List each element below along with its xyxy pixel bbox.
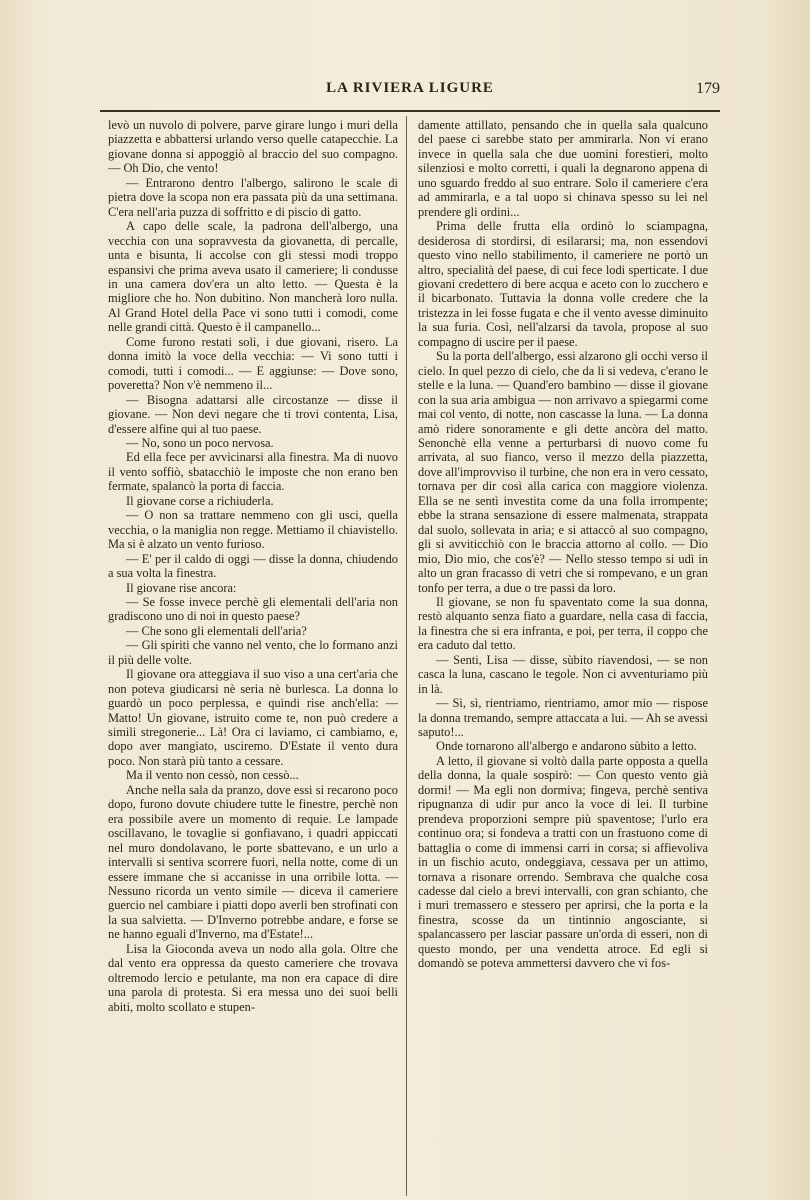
- paragraph: — O non sa trattare nemmeno con gli usci, quella vecchia, o la maniglia non regge. Mettiamo il chiavistello. Ma si è alzato un vento furioso.: [108, 508, 398, 552]
- page-header: [100, 74, 720, 108]
- paragraph: Il giovane rise ancora:: [126, 580, 237, 595]
- paragraph: — Che sono gli elementali dell'aria?: [126, 623, 307, 638]
- paragraph: Onde tornarono all'albergo e andarono sùbito a letto.: [436, 739, 697, 754]
- paragraph: Lisa la Gioconda aveva un nodo alla gola. Oltre che dal vento era oppressa da questo cameriere che trovava oltremodo lercio e petulante, ma non era capace di dire una parola di protesta. Si era messa uno dei suoi belli abiti, molto scollato e stupen-: [108, 941, 398, 1014]
- column-divider: [406, 116, 407, 1196]
- paragraph: — No, sono un poco nervosa.: [126, 435, 274, 450]
- paragraph: Anche nella sala da pranzo, dove essi si recarono poco dopo, furono dovute chiudere tutte le finestre, perchè non era possibile avere un momento di requie. Le lampade oscillavano, le tovaglie si gonfiavano, i quadri appiccati nel muro dondolavano, le porte sbattevano, e un urlo a intervalli si sentiva scorrere fuori, nella notte, come di un essere immane che si accanisse in una orribile lotta. — Nessuno ricorda un vento simile — diceva il cameriere guercio nel cambiare i piatti dopo averli ben strofinati con la sua salvietta. — D'Inverno potrebbe andare, e forse se ne hanno eguali d'Inverno, ma d'Estate!...: [108, 782, 398, 942]
- paragraph: — Senti, Lisa — disse, sùbito riavendosi, — se non casca la luna, cascano le tegole. Non ci avventuriamo più in là.: [418, 652, 708, 696]
- left-column: [108, 118, 398, 1014]
- paragraph: Come furono restati soli, i due giovani, risero. La donna imitò la voce della vecchia: — Vi sono tutti i comodi, tutti i comodi... — E aggiunse: — Dove sono, poveretta? Non v'è nemmeno il...: [108, 334, 398, 393]
- paragraph: A capo delle scale, la padrona dell'albergo, una vecchia con una sopravvesta da giovanetta, di percalle, unta e bisunta, li accolse con gli stessi modi troppo espansivi che prima aveva usato il cameriere; li condusse in una camera dov'era un alto letto. — Questa è la migliore che ho. Non dubitino. Non mancherà loro nulla. Al Grand Hotel della Pace vi sono tutti i comodi, come nelle grandi città. Questo è il campanello...: [108, 219, 398, 335]
- paragraph: Su la porta dell'albergo, essi alzarono gli occhi verso il cielo. In quel pezzo di cielo, che da lì si vedeva, c'erano le stelle e la luna. — Quand'ero bambino — disse il giovane con la sua aria ambigua — non arrivavo a spiegarmi come mai col vento, di notte, non cascasse la luna. — La donna amò ridere sonoramente e gli dette ancòra del matto. Senonchè ella venne a perturbarsi di nuovo come fu arrivata, al suo fianco, verso il mezzo della piazzetta, dove all'improvviso il turbine, che non era in vero cessato, tornava per dir così alla carica con maggiore violenza. Ella se ne sentì investita come da una folla irrompente; ebbe la strana sensazione di essere malmenata, strappata dal suolo, sollevata in aria; e si attaccò al suo compagno, gli si avviticchiò con le braccia attorno al collo. — Dio mio, Dio mio, che cos'è? — Nello stesso tempo si udì in alto un gran fracasso di vetri che si rompevano, e un gran tonfo per terra, a due o tre passi da loro.: [418, 349, 708, 595]
- paragraph: Il giovane corse a richiuderla.: [126, 493, 274, 508]
- paragraph: — E' per il caldo di oggi — disse la donna, chiudendo a sua volta la finestra.: [108, 551, 398, 581]
- paragraph: — Se fosse invece perchè gli elementali dell'aria non gradiscono uno di noi in questo paese?: [108, 594, 398, 624]
- paragraph: — Gli spiriti che vanno nel vento, che lo formano anzi il più delle volte.: [108, 638, 398, 667]
- paragraph: Il giovane, se non fu spaventato come la sua donna, restò alquanto senza fiato a guardare, nella casa di faccia, la finestra che si era infranta, e poi, per terra, il coppo che era caduto dal tetto.: [418, 594, 708, 653]
- paragraph: Ed ella fece per avvicinarsi alla finestra. Ma di nuovo il vento soffiò, sbatacchiò le imposte che non erano ben fermate, spalancò la porta di faccia.: [108, 450, 398, 494]
- paragraph: Prima delle frutta ella ordinò lo sciampagna, desiderosa di stordirsi, di esilararsi; ma, non essendovi questo vino nello stabilimento, il cameriere ne portò un altro, specialità del paese, di cui fece lodi sperticate. I due giovani credettero di bere acqua e aceto con lo zucchero e il bicarbonato. Tuttavia la donna volle credere che la tristezza in lei fosse fugata e che il vento avesse diminuito la sua furia. Così, nell'alzarsi da tavola, propose al suo compagno di uscire per il paese.: [418, 219, 708, 349]
- paragraph: — Entrarono dentro l'albergo, salirono le scale di pietra dove la scopa non era passata più da una settimana. C'era nell'aria puzza di soffritto e di piscio di gatto.: [108, 175, 398, 219]
- paragraph: Ma il vento non cessò, non cessò...: [126, 768, 299, 783]
- header-rule: [100, 110, 720, 112]
- paragraph: levò un nuvolo di polvere, parve girare lungo i muri della piazzetta e abbattersi urlando verso quelle catapecchie. La giovane donna si appoggiò al braccio del suo compagno. — Oh Dio, che vento!: [108, 118, 398, 176]
- right-column: [418, 118, 708, 971]
- paragraph: — Bisogna adattarsi alle circostanze — disse il giovane. — Non devi negare che ti trovi contenta, Lisa, d'essere alfine qui al tuo paese.: [108, 392, 398, 436]
- running-title: LA RIVIERA LIGURE: [326, 80, 494, 96]
- page-number: 179: [696, 80, 720, 97]
- paragraph: Il giovane ora atteggiava il suo viso a una cert'aria che non poteva giudicarsi nè seria nè burlesca. La donna lo guardò un poco perplessa, e quindi rise anch'ella: — Matto! Un giovane, istruito come te, non può credere a simili stregonerie... Là! Ora ci laviamo, ci cambiamo, e, dopo aver mangiato, usciremo. D'Estate il vento dura poco. Non starà più tanto a cessare.: [108, 667, 398, 768]
- paragraph: — Sì, sì, rientriamo, rientriamo, amor mio — rispose la donna tremando, sempre attaccata a lui. — Ah se avessi saputo!...: [418, 696, 708, 740]
- paragraph: A letto, il giovane si voltò dalla parte opposta a quella della donna, la quale sospirò: — Con questo vento già dormi! — Ma egli non dormiva; fingeva, perchè sentiva ripugnanza di udir pur anco la voce di lei. Il turbine prendeva proporzioni sempre più spaventose; l'urlo era continuo ora; si fondeva a tratti con un frastuono come di battaglia o come di immensi carri in corsa; si affievoliva in un fischio acuto, ondeggiava, cessava per un attimo, tornava a risonare orrendo. Sembrava che qualche cosa cadesse dal cielo a brevi intervalli, con gran schianto, che i muri tremassero e stessero per aprirsi, che la porta e la finestra, scosse da un tintinnio angosciante, si spalancassero per lasciar passare un'orda di esseri, non di questo mondo, per una vendetta atroce. Ed egli si domandò se poteva ammettersi davvero che vi fos-: [418, 753, 708, 971]
- paragraph: damente attillato, pensando che in quella sala qualcuno del paese ci sarebbe stato per ammirarla. Non vi erano invece in quella sala che due uomini forestieri, molto silenziosi e molto corretti, i quali la degnarono appena di uno sguardo freddo al suo entrare. Solo il cameriere c'era ad ammirarla, e a tal uopo si chinava spesso su lei nel prendere gli ordini...: [418, 118, 708, 219]
